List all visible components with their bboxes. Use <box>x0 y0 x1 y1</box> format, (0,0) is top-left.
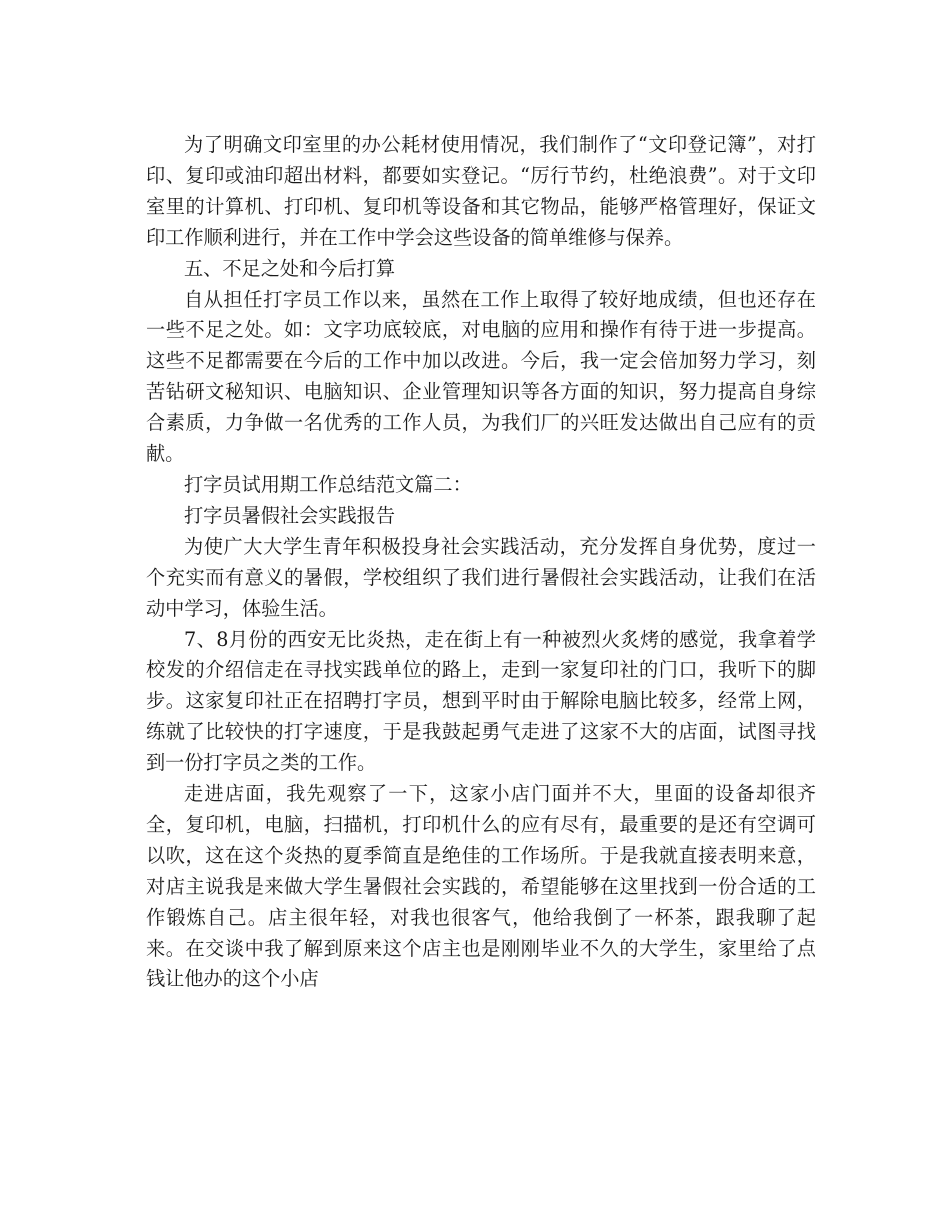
report-title: 打字员暑假社会实践报告 <box>184 503 396 527</box>
paragraph-intro: 为使广大大学生青年积极投身社会实践活动，充分发挥自身优势，度过一个充实而有意义的暑假，学校组织了我们进行暑假社会实践活动，让我们在活动中学习，体验生活。 <box>146 534 816 620</box>
document-body <box>146 130 816 995</box>
paragraph-shortcomings: 自从担任打字员工作以来，虽然在工作上取得了较好地成绩，但也还存在一些不足之处。如：文字功底较底，对电脑的应用和操作有待于进一步提高。这些不足都需要在今后的工作中加以改进。今后，我一定会倍加努力学习，刻苦钻研文秘知识、电脑知识、企业管理知识等各方面的知识，努力提高自身综合素质，力争做一名优秀的工作人员，为我们厂的兴旺发达做出自己应有的贡献。 <box>146 287 816 466</box>
paragraph-supplies-management: 为了明确文印室里的办公耗材使用情况，我们制作了“文印登记簿”，对打印、复印或油印超出材料，都要如实登记。“厉行节约，杜绝浪费”。对于文印室里的计算机、打印机、复印机等设备和其它物品，能够严格管理好，保证文印工作顺利进行，并在工作中学会这些设备的简单维修与保养。 <box>146 133 816 249</box>
section-heading-shortcomings: 五、不足之处和今后打算 <box>184 256 396 280</box>
article-title-part-two: 打字员试用期工作总结范文篇二： <box>184 472 472 496</box>
paragraph-store-visit: 走进店面，我先观察了一下，这家小店门面并不大，里面的设备却很齐全，复印机，电脑，扫描机，打印机什么的应有尽有，最重要的是还有空调可以吹，这在这个炎热的夏季简直是绝佳的工作场所。于是我就直接表明来意，对店主说我是来做大学生暑假社会实践的，希望能够在这里找到一份合适的工作锻炼自己。店主很年轻，对我也很客气，他给我倒了一杯茶，跟我聊了起来。在交谈中我了解到原来这个店主也是刚刚毕业不久的大学生，家里给了点钱让他办的这个小店 <box>146 782 816 991</box>
paragraph-summer-search: 7、8月份的西安无比炎热，走在街上有一种被烈火炙烤的感觉，我拿着学校发的介绍信走在寻找实践单位的路上，走到一家复印社的门口，我听下的脚步。这家复印社正在招聘打字员，想到平时由于解除电脑比较多，经常上网，练就了比较快的打字速度，于是我鼓起勇气走进了这家不大的店面，试图寻找到一份打字员之类的工作。 <box>146 627 816 775</box>
